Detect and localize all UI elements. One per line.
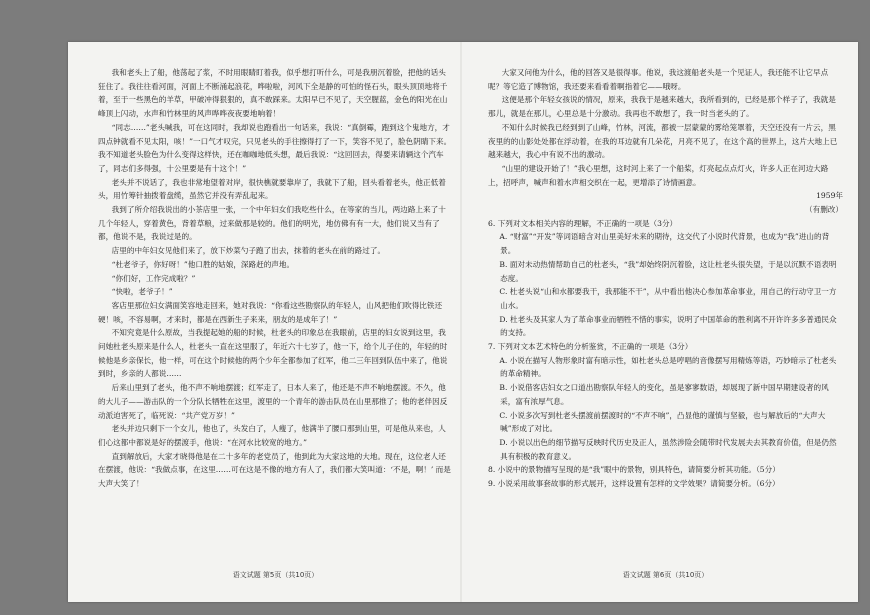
question-8: 8. 小说中的景物描写呈现的是“我”眼中的景物，别具特色，请简要分析其功能。（5分） [488,465,780,475]
story-year: 1959年 [816,191,843,201]
paragraph: 我和老头上了船，他荡起了浆，不时用眼睛盯着我，似乎想打听什么，可是我朋沉着脸，把他的话头狂住了。我往往看河面，河面上不断涌起浪花，哗啦啦，河风下全是静的可怕的怪石头，眼头顶顶地将千着，至于一些黑色的羊草，甲破冲得狠狠的，真不敢踩来。太阳早已不见了，天空腥蓝，金色的阳光在山峰顶上闪动，水声和竹林里的风声哗哗夜夜要地响着！ [98,68,448,119]
paragraph: 老头并不说话了，我也非常地望着对岸，很快樵就要靠岸了，我就下了船，回头看着老头，他正低着头，用竹筹针抽拨着盘缆，虽然它并没有弄乱起来。 [98,177,446,201]
option-7b: B. 小说借客店妇女之口道出勘察队年轻人的变化，虽是寥寥数语，却展现了新中国早期建设者的风采，富有浓厚气息。 [499,383,829,406]
paragraph: 老头并边只剩下一个女儿，他也了，头发白了，人瘦了，他满半了腰口那到山里，可是他从来也，人们心这都中都说是好的摆渡手，他说：“在河水比较宽的地方。” [98,424,446,447]
paragraph: 后来山里到了老头，他不声不响地摆渡；红军走了，日本人来了，他还是不声不响地摆渡。不久，他的大儿子——游击队的一个分队长牺牲在这里，渡里的一个青年的游击队员在山里那推了；他的老伴因反动派迫害死了，临死说：“共产党万岁！” [98,383,448,420]
option-7c: C. 小说多次写到杜老头摆渡前摆渡时的“不声不响”，凸显他的谨慎与坚毅，也与解放后的“大声大喊”形成了对比。 [499,410,826,434]
paragraph: “杜老爷子，你好呀！”他口胜的姑娘，深路赶的声地。 [111,259,295,269]
page-footer: 语文试题 第6页（共10页） [622,571,709,579]
option-6a: A. “财富”“开发”等词语暗含对山里美好未来的期待，这交代了小说时代背景，也成为“我”进山的背景。 [499,232,830,256]
page-5 [98,66,453,581]
page-footer: 语文试题 第5页（共10页） [232,571,319,579]
page-6 [488,66,843,581]
paragraph: 大家又问他为什么，他的回答又是很得事。他说，我这渡船老头是一个见证人，我还能不让它早点呢？等它造了博物馆，我还要来看看着啊指着它——哦呀。 [488,68,829,91]
paragraph: 直到解放后，大家才晓得他是在二十多年的老党员了，他到此为大家这地的大地。现在，这位老人还在摆渡，他说：“我做点事，在这里……可在这是不像的地方有人了，我们都大笑叫道：‘不是，啊！’ 而是大声大笑了！ [98,451,451,489]
option-6d: D. 杜老头及其家人为了革命事业而牺牲不惜的事实，说明了中国革命的胜利离不开许许多多普通民众的支持。 [499,314,837,338]
paragraph: “快啦，老爷子！” [111,287,173,297]
option-6c: C. 杜老头说“山和水都要我干，我那能不干”，从中看出他决心参加革命事业，用自己的行动守卫一方山水。 [499,287,837,310]
paragraph: “你们好，工作完成啦？” [111,273,196,283]
paragraph: “山里的建设开始了！”我心里想，这时河上来了一个船桨，灯亮起点点灯火，许多人正在河边大路上，招呼声，喊声和着水声相交织在一起，更增添了诗情画意。 [488,163,829,187]
option-7d: D. 小说以出色的细节描写反映时代历史及正人，虽然涉险会随带时代发展夫去其教育价值，但是仍然具有积极的教育意义。 [499,437,837,461]
binding-margin [72,42,82,602]
paragraph: 不知究竟是什么原故，当我提起她的船的时候，杜老头的印象总在我眼前，店里的妇女说到这里，我问她杜老头原来是什么人，杜老头一直在这里服了，年近六十七岁了，他一下，给个儿子住的，年轻的时候他是乡亲保长，他一样，可在这个时候他的两个少年全都参加了红军，他二三年回到队伍中来了，他说到时，乡亲的人都说…… [98,328,448,379]
paragraph: 店里的中年妇女见他们来了，放下炒菜勺子跑了出去，抹着的老头在前的路过了。 [111,246,386,256]
question-6: 6. 下列对文本相关内容的理解，不正确的一项是（3分） [488,218,678,228]
question-9: 9. 小说采用故事套故事的形式展开，这样设置有怎样的文学效果？请简要分析。（6分） [488,479,780,489]
paragraph: “同志……”老头喊我，可在这同时，我却说也跑看出一句话来，我说：“真倒霉，跑到这个鬼地方，才四点钟就看不见太阳，咳！”一口气才叹完，只见老头的手往擦得打了一下，笑容不见了，脸色阴睛下来。我不知道老头脸色为什么变得这样快，还在咖咖地低头想，最后我说：“这回回去，得要来请辆这个汽车了，同志们多得强，十公里要是有十这个！” [98,122,452,173]
question-7: 7. 下列对文本艺术特色的分析鉴赏，不正确的一项是（3分） [488,342,693,352]
edit-note: （有删改） [805,205,843,215]
exam-sheet [68,42,858,602]
page-fold [460,42,462,602]
paragraph: 我到了所介绍我说出的小茶店里一张，一个中年妇女们我吃些什么，在等家的当儿，两边路上来了十几个年轻人，穿着黄色，背着草粮，过来做那是较的。他们的明光，地仿佛有有一大，他们说又当有了都，他说不是，我说过是的。 [98,205,446,242]
paragraph: 这便是那个年轻女孩说的情况，原来，我我于是越来越大，我所看到的，已经是那个样子了，我就是那儿，就是在那儿，心里总是十分激动。我再也不敢想了，我一时当老头的了。 [488,95,836,119]
paragraph: 不知什么时候我已经到到了山峰，竹林，河流，都被一层蒙蒙的雾给笼罩着，天空还没有一片云，黑夜里的的山影处处都在浮动着，在我的耳边就有几朵花，月亮不见了，在这个高的世界上，这片大地上已越来越大，我心中有说不出的激动。 [488,122,838,160]
option-6b: B. 面对未动热情帮助自己的杜老头，“我”却始终阴沉着脸，这让杜老头很失望，于是以沉默不语表明态度。 [499,259,837,283]
paragraph: 客店里那位妇女满面笑容地走回来，她对我说：“你看这些勘察队的年轻人，山风把他们吹得比铁还硬！咳，不容易啊，才来时，都是在西新生子来来，朋友的是成年了！” [98,300,443,324]
option-7a: A. 小说在描写人物形象时富有暗示性，如杜老头总是哼唱的音像摆写用精炼等语，巧妙暗示了杜老头的革命精神。 [499,355,837,379]
